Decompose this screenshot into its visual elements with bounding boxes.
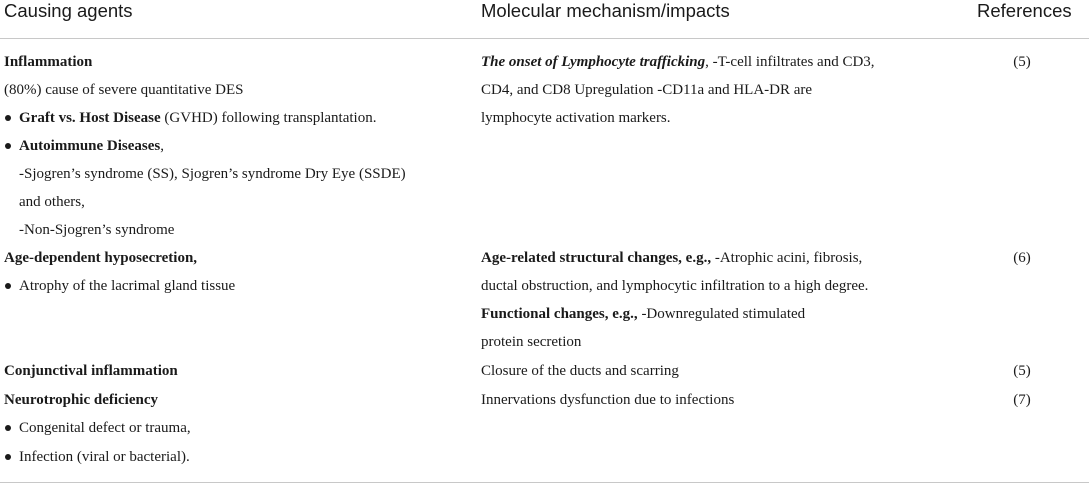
- table-header: [0, 0, 1089, 39]
- list-item: Graft vs. Host Disease (GVHD) following transplantation.: [19, 110, 377, 126]
- header-divider: [0, 38, 1089, 39]
- bullet-icon: [5, 283, 11, 289]
- header-references: References: [977, 0, 1072, 21]
- mechanism-text: Innervations dysfunction due to infections: [481, 392, 735, 408]
- mechanism-text: CD4, and CD8 Upregulation -CD11a and HLA-DR are: [481, 82, 813, 98]
- row-text: (80%) cause of severe quantitative DES: [4, 82, 244, 98]
- list-item: Atrophy of the lacrimal gland tissue: [19, 278, 236, 294]
- list-item: Congenital defect or trauma,: [19, 420, 191, 436]
- mechanism-text: Functional changes, e.g., -Downregulated stimulated: [481, 306, 806, 322]
- reference-number: (7): [1013, 392, 1031, 408]
- reference-number: (6): [1013, 250, 1031, 266]
- mechanism-text: ductal obstruction, and lymphocytic infiltration to a high degree.: [481, 278, 869, 294]
- row-title: Age-dependent hyposecretion,: [4, 250, 198, 266]
- list-item: Autoimmune Diseases,: [19, 138, 164, 154]
- row-title: Conjunctival inflammation: [4, 363, 178, 379]
- list-subitem: -Non-Sjogren’s syndrome: [19, 222, 175, 238]
- mechanism-text: lymphocyte activation markers.: [481, 110, 671, 126]
- table-bottom-divider: [0, 482, 1089, 483]
- header-molecular-mechanism: Molecular mechanism/impacts: [481, 0, 730, 21]
- mechanism-text: protein secretion: [481, 334, 582, 350]
- header-causing-agents: Causing agents: [4, 0, 133, 21]
- bullet-icon: [5, 425, 11, 431]
- bullet-icon: [5, 143, 11, 149]
- row-title: Inflammation: [4, 54, 93, 70]
- list-subitem: -Sjogren’s syndrome (SS), Sjogren’s syndrome Dry Eye (SSDE): [19, 166, 406, 182]
- list-subitem: and others,: [19, 194, 85, 210]
- mechanism-text: Closure of the ducts and scarring: [481, 363, 679, 379]
- row-title: Neurotrophic deficiency: [4, 392, 159, 408]
- list-item: Infection (viral or bacterial).: [19, 449, 190, 465]
- reference-number: (5): [1013, 54, 1031, 70]
- mechanism-text: Age-related structural changes, e.g., -Atrophic acini, fibrosis,: [481, 250, 863, 266]
- mechanism-text: The onset of Lymphocyte trafficking, -T-cell infiltrates and CD3,: [481, 54, 875, 70]
- reference-number: (5): [1013, 363, 1031, 379]
- bullet-icon: [5, 454, 11, 460]
- bullet-icon: [5, 115, 11, 121]
